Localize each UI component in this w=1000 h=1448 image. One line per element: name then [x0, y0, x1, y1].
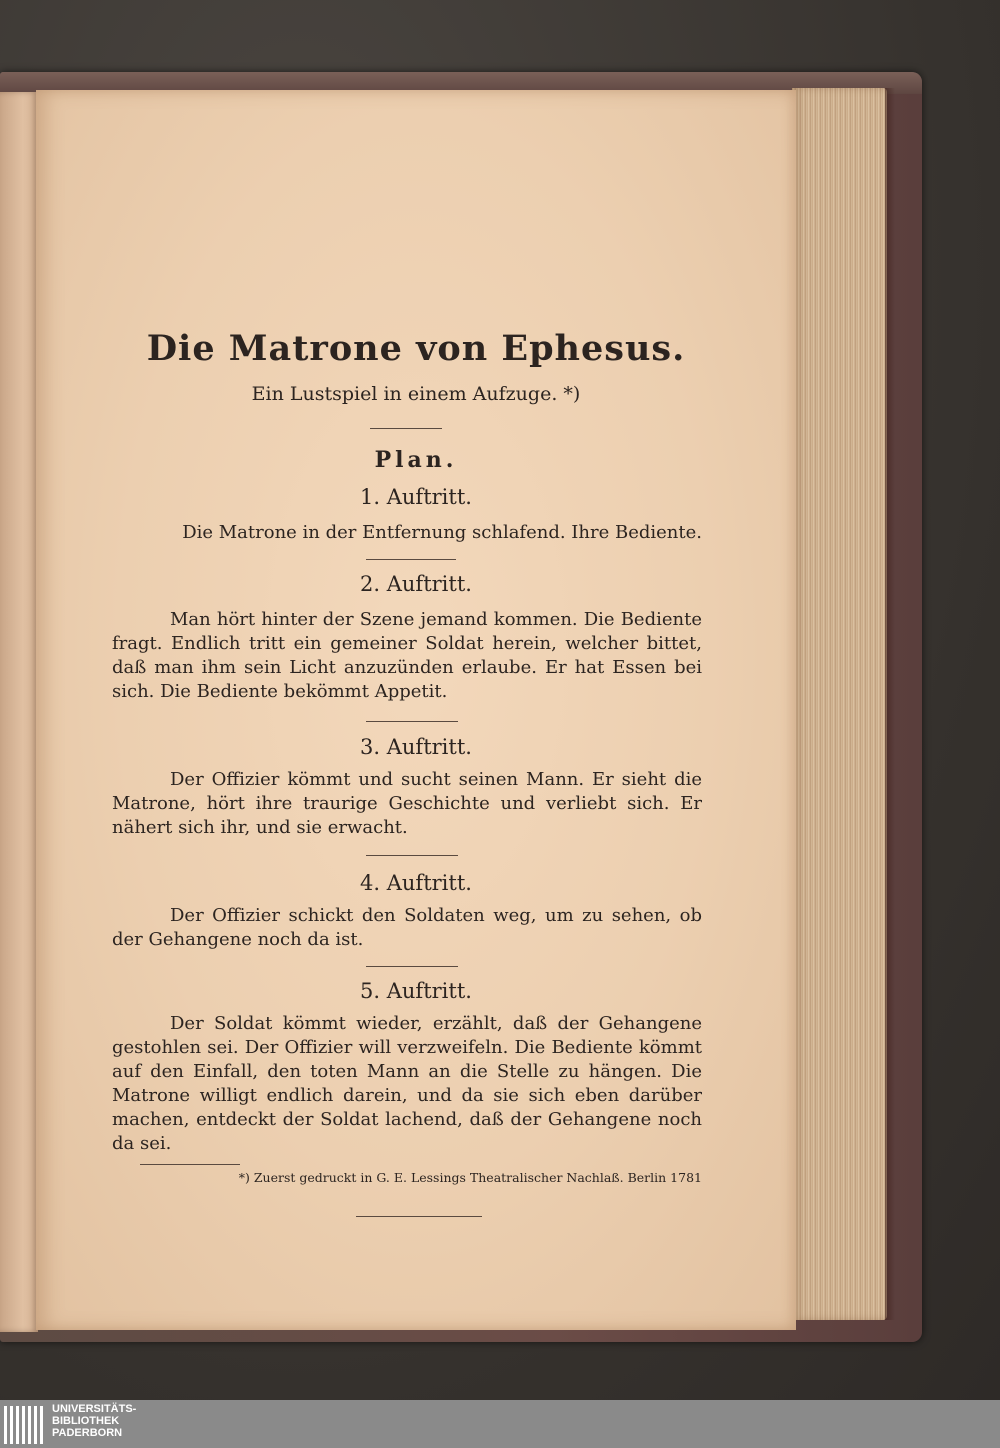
library-name-line-3: PADERBORN — [52, 1427, 123, 1439]
scene-3-title: 3. Auftritt. — [360, 735, 472, 759]
scene-3-body: Der Offizier kömmt und sucht seinen Mann. Er sieht die Matrone, hört ihre traurige Geschichte und verliebt sich. Er nähert sich ihr, und sie erwacht. — [112, 769, 702, 838]
scene-1-title: 1. Auftritt. — [360, 485, 472, 509]
plan-heading: Plan. — [374, 447, 458, 473]
footnote: *) Zuerst gedruckt in G. E. Lessings Theatralischer Nachlaß. Berlin 1781 — [238, 1170, 702, 1185]
library-name — [52, 1403, 136, 1439]
scene-4-title: 4. Auftritt. — [360, 871, 472, 895]
library-footer-bar — [0, 1400, 1000, 1448]
page-title: Die Matrone von Ephesus. — [146, 328, 686, 369]
scene-5-body: Der Soldat kömmt wieder, erzählt, daß der Gehangene gestohlen sei. Der Offizier will verzweifeln. Die Bediente kömmt auf den Einfall, den toten Mann an die Stelle zu hängen. Die Matrone willigt endlich darein, und da sie sich eben darüber machen, entdeckt der Soldat lachend, daß der Gehangene noch da sei. — [112, 1013, 702, 1154]
scene-1-body: Die Matrone in der Entfernung schlafend. Ihre Bediente. — [182, 522, 702, 543]
scene-2-title: 2. Auftritt. — [360, 572, 472, 596]
page-subtitle: Ein Lustspiel in einem Aufzuge. *) — [251, 383, 581, 405]
scene-4-body: Der Offizier schickt den Soldaten weg, um zu sehen, ob der Gehangene noch da ist. — [112, 905, 702, 950]
divider-rule — [366, 559, 456, 560]
divider-rule — [370, 428, 442, 429]
divider-rule — [366, 966, 458, 967]
page-stack-edge — [792, 88, 887, 1320]
divider-rule — [366, 855, 458, 856]
footnote-rule — [140, 1164, 240, 1165]
scene-2-body: Man hört hinter der Szene jemand kommen. Die Bediente fragt. Endlich tritt ein gemeiner Soldat herein, welcher bittet, daß man ihm sein Licht anzuzünden erlaube. Er hat Essen bei sich. Die Bediente bekömmt Appetit. — [112, 609, 702, 702]
divider-rule — [366, 721, 458, 722]
scene-5-title: 5. Auftritt. — [360, 979, 472, 1003]
page-stack-shadow — [885, 88, 895, 1320]
library-name-line-1: UNIVERSITÄTS- — [52, 1403, 137, 1415]
page-end-rule — [356, 1216, 482, 1217]
library-barcode-logo-icon — [4, 1404, 44, 1444]
library-name-line-2: BIBLIOTHEK — [52, 1415, 120, 1427]
previous-page-edge — [0, 92, 38, 1332]
